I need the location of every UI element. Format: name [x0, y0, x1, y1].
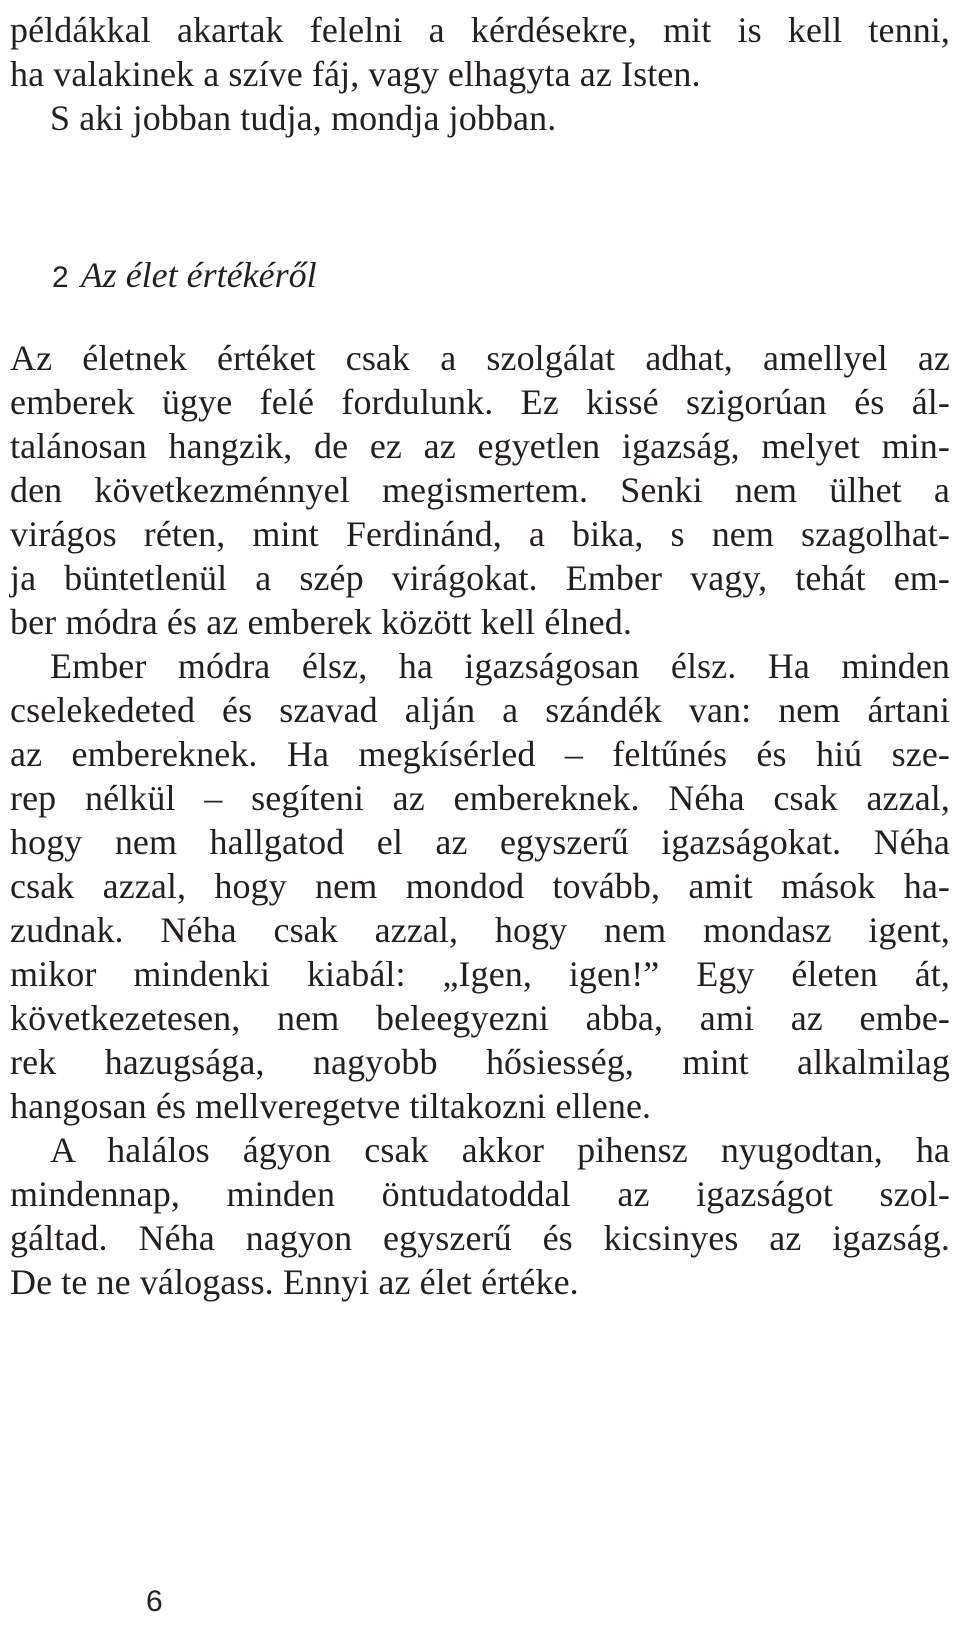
section-heading	[52, 250, 317, 300]
text-line: hangosan és mellveregetve tiltakozni ellene.	[10, 1086, 652, 1126]
text-line: den következménnyel megismertem. Senki nem ülhet a	[10, 470, 950, 510]
text-line: az embereknek. Ha megkísérled – feltűnés és hiú sze-	[10, 734, 950, 774]
text-line: cselekedeted és szavad alján a szándék van: nem ártani	[10, 690, 950, 730]
body-text	[10, 336, 950, 1304]
text-line: emberek ügye felé fordulunk. Ez kissé szigorúan és ál-	[10, 382, 950, 422]
section-title: Az élet értékéről	[80, 255, 317, 295]
text-line: következetesen, nem beleegyezni abba, ami az embe-	[10, 998, 950, 1038]
text-line: gáltad. Néha nagyon egyszerű és kicsinyes az igazság.	[10, 1218, 950, 1258]
text-line: ber módra és az emberek között kell élned.	[10, 602, 632, 642]
intro-paragraph	[10, 8, 950, 140]
text-line: ja büntetlenül a szép virágokat. Ember vagy, tehát em-	[10, 558, 950, 598]
text-line: rek hazugsága, nagyobb hősiesség, mint alkalmilag	[10, 1042, 950, 1082]
text-line: példákkal akartak felelni a kérdésekre, mit is kell tenni,	[10, 10, 950, 50]
text-line: rep nélkül – segíteni az embereknek. Néha csak azzal,	[10, 778, 950, 818]
section-number: 2	[52, 261, 69, 294]
text-line: csak azzal, hogy nem mondod tovább, amit mások ha-	[10, 866, 950, 906]
text-line: virágos réten, mint Ferdinánd, a bika, s nem szagolhat-	[10, 514, 950, 554]
text-line: ha valakinek a szíve fáj, vagy elhagyta az Isten.	[10, 54, 701, 94]
text-line: S aki jobban tudja, mondja jobban.	[50, 98, 557, 138]
text-line: talánosan hangzik, de ez az egyetlen igazság, melyet min-	[10, 426, 950, 466]
text-line: hogy nem hallgatod el az egyszerű igazságokat. Néha	[10, 822, 950, 862]
text-line: Ember módra élsz, ha igazságosan élsz. Ha minden	[50, 646, 950, 686]
text-line: zudnak. Néha csak azzal, hogy nem mondasz igent,	[10, 910, 950, 950]
text-line: mikor mindenki kiabál: „Igen, igen!” Egy életen át,	[10, 954, 950, 994]
page-number: 6	[146, 1585, 163, 1618]
text-line: A halálos ágyon csak akkor pihensz nyugodtan, ha	[50, 1130, 950, 1170]
text-line: mindennap, minden öntudatoddal az igazságot szol-	[10, 1174, 950, 1214]
text-line: Az életnek értéket csak a szolgálat adhat, amellyel az	[10, 338, 950, 378]
text-line: De te ne válogass. Ennyi az élet értéke.	[10, 1262, 579, 1302]
